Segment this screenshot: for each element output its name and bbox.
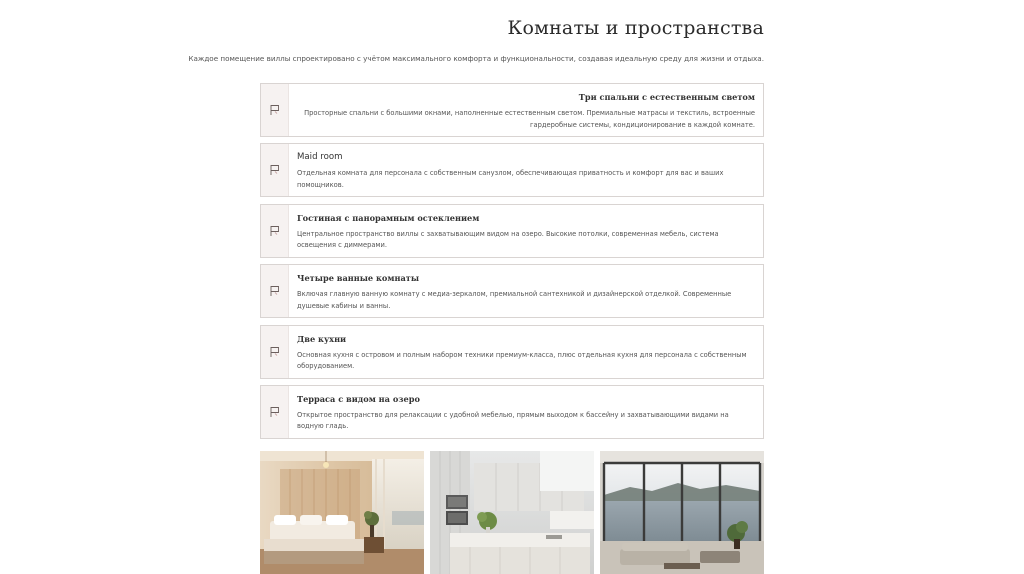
bedroom-photo[interactable] xyxy=(260,451,424,574)
photo-gallery xyxy=(260,451,764,574)
page-title: Комнаты и пространства xyxy=(507,17,764,39)
rooms-list xyxy=(260,83,764,445)
living-room-photo[interactable] xyxy=(600,451,764,574)
room-icon-box xyxy=(261,205,289,257)
room-title: Четыре ванные комнаты xyxy=(297,273,420,284)
flag-icon xyxy=(269,406,281,418)
section-header xyxy=(188,14,764,63)
room-description: Включая главную ванную комнату с медиа-зеркалом, премиальной сантехникой и дизайнерской отделкой. Современные душевые кабины и ванны. xyxy=(297,290,732,310)
room-card-bathrooms xyxy=(260,264,764,318)
flag-icon xyxy=(269,225,281,237)
room-card-bedrooms xyxy=(260,83,764,137)
room-title: Maid room xyxy=(297,152,343,163)
room-card-living-room xyxy=(260,204,764,258)
room-icon-box xyxy=(261,144,289,196)
flag-icon xyxy=(269,164,281,176)
room-description: Открытое пространство для релаксации с удобной мебелью, прямым выходом к бассейну и захватывающими видами на водную гладь. xyxy=(297,410,729,431)
room-description: Отдельная комната для персонала с собственным санузлом, обеспечивающая приватность и комфорт для вас и ваших помощников. xyxy=(297,169,724,189)
room-description: Центральное пространство виллы с захватывающим видом на озеро. Высокие потолки, современная мебель, система освещения с диммерами. xyxy=(297,229,719,250)
room-card-terrace xyxy=(260,385,764,439)
room-description: Просторные спальни с большими окнами, наполненные естественным светом. Премиальные матрасы и текстиль, встроенные гардеробные системы, кондиционирование в каждой комнате. xyxy=(304,109,755,129)
room-icon-box xyxy=(261,265,289,317)
room-card-kitchens xyxy=(260,325,764,379)
flag-icon xyxy=(269,285,281,297)
room-title: Гостиная с панорамным остеклением xyxy=(297,212,480,223)
page-subtitle: Каждое помещение виллы спроектировано с учётом максимального комфорта и функциональности, создавая идеальную среду для жизни и отдыха. xyxy=(188,54,764,63)
room-icon-box xyxy=(261,386,289,438)
room-title: Три спальни с естественным светом xyxy=(578,92,755,102)
flag-icon xyxy=(269,346,281,358)
room-title: Две кухни xyxy=(297,333,347,344)
room-card-maid-room xyxy=(260,143,764,197)
room-icon-box xyxy=(261,326,289,378)
room-title: Терраса с видом на озеро xyxy=(297,393,420,404)
flag-icon xyxy=(269,104,281,116)
room-description: Основная кухня с островом и полным набором техники премиум-класса, плюс отдельная кухня для персонала с собственным оборудованием. xyxy=(297,350,747,371)
room-icon-box xyxy=(261,84,289,136)
kitchen-photo[interactable] xyxy=(430,451,594,574)
